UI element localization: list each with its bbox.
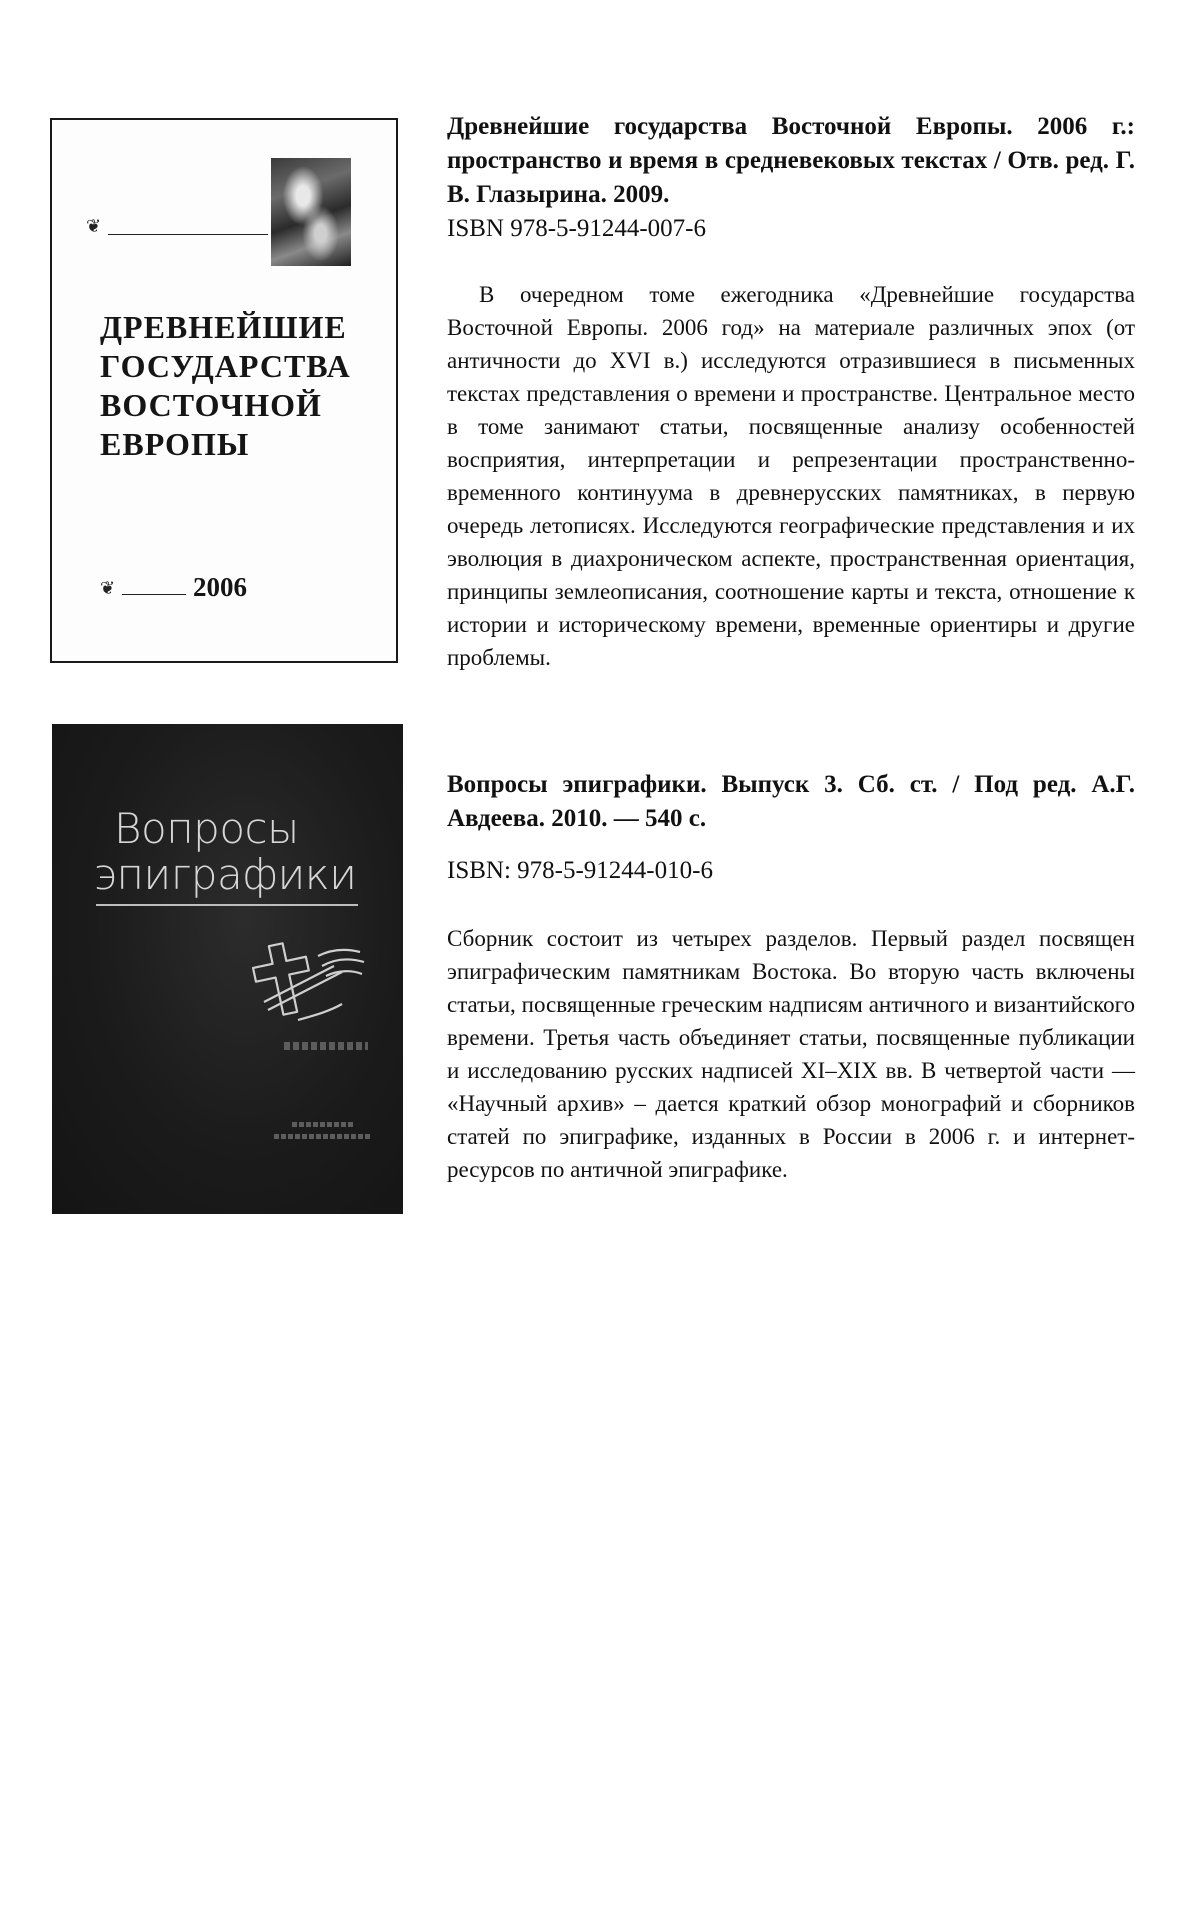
scroll-ornament-icon: ❦ [100, 578, 116, 599]
cover-publisher-mark [292, 1122, 354, 1127]
book-abstract: В очередном томе ежегодника «Древнейшие государства Восточной Европы. 2006 год» на материале различных эпох (от античности до XVI в.) исследуются отразившиеся в письменных текстах представления о времени и пространстве. Центральное место в томе занимают статьи, посвященные анализу особенностей восприятия, интерпретации и репрезентации пространственно-временного континуума в древнерусских памятниках, в первую очередь летописях. Исследуются географические представления и их эволюция в диахроническом аспекте, пространственная ориентация, принципы землеописания, соотношение карты и текста, отношение к истории и историческому времени, временные ориентиры и другие проблемы. [447, 282, 1135, 670]
cover-rule [122, 594, 186, 595]
cover-rule [108, 234, 268, 235]
cross-emblem-icon [238, 936, 368, 1036]
bibliographic-description: Вопросы эпиграфики. Выпуск 3. Сб. ст. / Под ред. А.Г. Авдеева. 2010. — 540 с. [447, 771, 1135, 832]
book-cover-voprosy-epigrafiki [52, 724, 403, 1214]
cover-illustration [271, 158, 351, 266]
cover-title: ДРЕВНЕЙШИЕ ГОСУДАРСТВА ВОСТОЧНОЙ ЕВРОПЫ [100, 309, 351, 462]
cover-title: Вопросы эпиграфики [94, 804, 357, 899]
book-abstract: Сборник состоит из четырех разделов. Первый раздел посвящен эпиграфическим памятникам Востока. Во вторую часть включены статьи, посвященные греческим надписям античного и византийского времени. Третья часть объединяет статьи, посвященные публикации и исследованию русских надписей XI–XIX вв. В четвертой части — «Научный архив» – дается краткий обзор монографий и сборников статей по эпиграфике, изданных в России в 2006 г. и интернет-ресурсов по античной эпиграфике. [447, 926, 1135, 1182]
book-cover-drevneishie-gosudarstva [50, 118, 398, 663]
scroll-ornament-icon: ❦ [86, 216, 102, 237]
cover-publisher-mark [274, 1134, 370, 1139]
book-entry-1 [447, 110, 1135, 674]
cover-rule [96, 904, 358, 906]
isbn: ISBN 978-5-91244-007-6 [447, 215, 707, 242]
bibliographic-description: Древнейшие государства Восточной Европы. 2006 г.: пространство и время в средневековых текстах / Отв. ред. Г. В. Глазырина. 2009. [447, 113, 1135, 208]
book-entry-2 [447, 768, 1135, 1186]
cover-year: 2006 [193, 572, 247, 602]
cover-volume-mark [284, 1042, 368, 1050]
isbn: ISBN: 978-5-91244-010-6 [447, 857, 713, 884]
